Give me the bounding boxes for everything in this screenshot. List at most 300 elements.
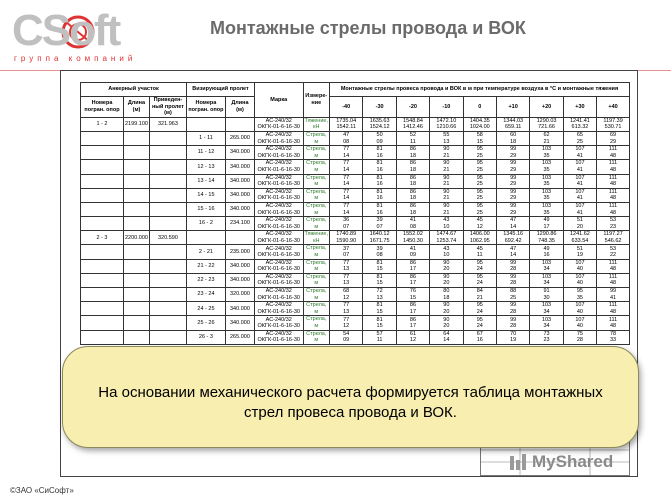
value-cable: 18 [510,138,517,145]
value-cable: 41 [576,181,583,188]
header-anchor: Анкерный участок [81,83,187,97]
cell-reduced-span [149,131,186,145]
value-wire: 107 [575,174,585,181]
value-wire: 99 [510,188,517,195]
value-wire: 86 [409,146,417,153]
value-wire: 86 [409,316,417,323]
cell-value [363,217,396,231]
cell-anchor-length [124,202,150,216]
value-wire: 1740.89 [336,231,357,238]
value-cable: 20 [443,280,450,287]
value-wire: 39 [376,245,383,252]
value-cable: 24 [476,323,483,329]
value-wire: 95 [476,160,483,167]
value-wire: 1406.00 [469,231,490,238]
cell-span-numbers: 24 - 25 [186,302,225,316]
cell-value [463,160,496,174]
cell-reduced-span: 321.963 [149,117,186,131]
cell-span-numbers [186,231,225,245]
table-row [81,273,630,287]
value-cable: 530.71 [604,124,622,131]
cell-value [597,217,630,231]
value-cable: 07 [343,223,350,230]
value-cable: 33 [610,337,617,344]
value-cable: 29 [610,138,617,145]
value-wire: 86 [409,203,417,209]
cell-anchor-length [124,288,150,302]
cell-anchor-length [124,160,150,174]
cell-span-numbers: 2 - 21 [186,245,225,259]
value-wire: 65 [576,132,583,139]
value-cable: 18 [409,209,417,216]
value-wire: 1474.67 [436,231,457,238]
value-cable: 09 [409,252,417,259]
value-wire: 77 [343,273,350,280]
cell-measure: Стрела, м [303,217,329,231]
cell-anchor-length [124,131,150,145]
value-wire: 55 [443,132,450,139]
value-wire: 41 [409,245,417,252]
header-temp-2: -20 [396,97,429,118]
value-wire: 86 [409,259,417,266]
cell-anchor-length [124,217,150,231]
value-cable: 48 [610,280,617,287]
value-wire: 62 [543,132,550,139]
cell-value [463,273,496,287]
value-cable: 12 [409,337,417,344]
value-cable: 25 [476,152,483,159]
cell-span-length: 340.000 [225,146,254,160]
value-cable: 24 [476,266,483,273]
sag-table [80,82,630,345]
table-row [81,231,630,245]
cell-value [463,245,496,259]
value-wire: 111 [608,203,618,209]
cell-marka [254,160,303,174]
cell-marka [254,288,303,302]
value-wire: 61 [409,330,417,337]
value-cable: 20 [576,223,583,230]
cell-value [430,316,463,330]
value-cable: 35 [576,294,583,301]
cell-marka [254,273,303,287]
value-wire: 58 [476,132,483,139]
marka-cable: ОКГК-01-6-16-30 [257,181,300,188]
value-wire: 68 [343,288,350,295]
cell-anchor-numbers [81,245,124,259]
value-wire: 95 [476,146,483,153]
cell-value [330,131,363,145]
cell-value [530,160,563,174]
value-wire: 77 [343,259,350,266]
cell-measure: Стрела, м [303,273,329,287]
cell-value [430,117,463,131]
value-wire: 77 [343,160,350,167]
marka-cable: ОКГК-01-6-16-30 [257,166,300,173]
value-cable: 1450.30 [403,237,423,244]
cell-span-length: 340.000 [225,302,254,316]
value-cable: 20 [443,323,450,329]
value-cable: 08 [409,223,417,230]
cell-value [563,117,596,131]
value-cable: 16 [376,166,383,173]
value-cable: 24 [476,280,483,287]
value-cable: 25 [476,166,483,173]
value-cable: 20 [443,266,450,273]
value-wire: 99 [510,160,517,167]
value-cable: 28 [510,280,517,287]
cell-marka [254,330,303,344]
value-cable: 1024.00 [469,124,490,131]
cell-value [430,302,463,316]
cell-anchor-length [124,273,150,287]
cell-value [330,245,363,259]
value-cable: 16 [476,337,483,344]
header-numbers-2: Номера погран. опор [186,97,225,118]
value-cable: 15 [409,294,417,301]
value-wire: 90 [443,146,450,153]
value-wire: 90 [443,160,450,167]
value-cable: 12 [343,323,350,329]
cell-value [597,273,630,287]
value-cable: 30 [543,294,550,301]
cell-reduced-span [149,188,186,202]
cell-measure: Стрела, м [303,146,329,160]
value-cable: 25 [576,138,583,145]
cell-span-length: 340.000 [225,160,254,174]
marka-cable: ОКГК-01-6-16-30 [257,138,300,145]
cell-measure: Стрела, м [303,188,329,202]
value-wire: 86 [409,174,417,181]
value-wire: 77 [343,146,350,153]
value-cable: 11 [476,252,483,259]
cell-value [463,259,496,273]
cell-span-length [225,117,254,131]
cell-span-length: 340.000 [225,316,254,330]
cell-value [530,330,563,344]
header-temp-0: -40 [330,97,363,118]
value-wire: 103 [541,174,552,181]
cell-value [563,146,596,160]
cell-value [496,302,529,316]
value-cable: 15 [376,308,383,315]
cell-value [463,316,496,330]
header-temp-4: 0 [463,97,496,118]
value-cable: 17 [409,323,417,329]
table-row [81,131,630,145]
cell-reduced-span [149,330,186,344]
value-cable: 21 [443,166,450,173]
value-wire: 37 [343,245,350,252]
cell-measure: Тяжение, кН [304,231,328,244]
cell-value [496,131,529,145]
cell-value [496,202,529,216]
value-wire: 1241.41 [569,117,590,124]
value-cable: 35 [543,152,550,159]
cell-value [496,273,529,287]
cell-marka [254,302,303,316]
header-temp-1: -30 [363,97,396,118]
value-cable: 17 [543,223,550,230]
marka-cable: ОКГК-01-6-16-30 [257,308,300,315]
value-cable: 09 [343,337,350,344]
value-cable: 11 [376,337,383,344]
table-body [81,117,630,344]
cell-value [396,245,429,259]
cell-value [597,245,630,259]
cell-value [330,202,363,216]
value-cable: 29 [510,209,517,216]
value-cable: 29 [510,166,517,173]
cell-value [430,160,463,174]
marka-wire: АС-240/32 [265,117,292,124]
value-wire: 1197.39 [603,117,623,124]
cell-measure: Стрела, м [303,131,329,145]
value-cable: 09 [376,138,383,145]
marka-cable: ОКГК-01-6-16-30 [257,237,300,244]
value-wire: 107 [575,273,585,280]
value-wire: 103 [541,203,552,209]
cell-value [563,245,596,259]
value-cable: 11 [410,138,416,145]
cell-span-length: 234.100 [225,217,254,231]
value-wire: 81 [376,174,383,181]
value-cable: 20 [443,308,450,315]
value-wire: 1290.03 [536,117,557,124]
value-wire: 111 [608,259,618,266]
value-cable: 34 [543,280,550,287]
value-cable: 41 [576,195,583,202]
cell-span-numbers: 13 - 14 [186,174,225,188]
marka-wire: АС-240/32 [265,160,292,167]
value-wire: 64 [443,330,450,337]
cell-value [563,231,596,245]
cell-value [563,217,596,231]
cell-value [496,188,529,202]
cell-marka [254,245,303,259]
table-row [81,259,630,273]
cell-value [530,245,563,259]
cell-anchor-length [124,188,150,202]
value-cable: 1671.75 [369,237,390,244]
cell-value [597,188,630,202]
marka-wire: АС-240/32 [265,217,292,224]
value-cable: 29 [510,152,517,159]
page-title: Монтажные стрелы провода и ВОК [210,18,526,38]
value-wire: 53 [610,217,617,224]
cell-value [363,245,396,259]
cell-measure: Стрела, м [303,245,329,259]
cell-value [330,330,363,344]
cell-value [363,288,396,302]
value-wire: 45 [476,245,483,252]
cell-value [330,231,363,245]
cell-value [496,117,529,131]
value-cable: 10 [443,252,450,259]
cell-reduced-span [149,316,186,330]
cell-value [496,316,529,330]
value-cable: 12 [343,294,350,301]
value-wire: 77 [343,174,350,181]
cell-value [597,288,630,302]
value-cable: 48 [610,266,617,273]
cell-span-length: 340.000 [225,273,254,287]
value-wire: 90 [443,259,450,266]
value-cable: 34 [543,308,550,315]
value-cable: 25 [476,195,483,202]
cell-value [563,316,596,330]
value-wire: 70 [510,330,517,337]
cell-value [363,316,396,330]
value-wire: 95 [476,259,483,266]
cell-value [463,302,496,316]
value-wire: 49 [543,245,550,252]
header-measure: Измере-ние [303,83,329,118]
marka-wire: АС-240/32 [265,231,292,238]
value-cable: 25 [510,294,517,301]
cell-value [396,330,429,344]
value-wire: 51 [576,245,583,252]
cell-anchor-numbers [81,160,124,174]
cell-value [363,302,396,316]
cell-anchor-length [124,302,150,316]
cell-span-length: 340.000 [225,188,254,202]
value-cable: 48 [610,323,617,329]
value-wire: 90 [443,174,450,181]
cell-value [597,316,630,330]
cell-span-length: 340.000 [225,174,254,188]
cell-value [363,188,396,202]
value-cable: 14 [343,209,350,216]
value-cable: 692.42 [504,237,522,244]
value-cable: 613.32 [571,124,589,131]
value-cable: 29 [510,181,517,188]
cell-span-numbers: 11 - 12 [186,146,225,160]
header-temp-3: -10 [430,97,463,118]
cell-value [330,259,363,273]
table-row [81,288,630,302]
marka-wire: АС-240/32 [265,273,292,280]
value-cable: 18 [409,166,417,173]
value-cable: 18 [409,195,417,202]
value-cable: 48 [610,181,617,188]
table-row [81,188,630,202]
value-wire: 69 [610,132,617,139]
value-cable: 748.35 [538,237,555,244]
cell-reduced-span [149,174,186,188]
value-wire: 77 [343,203,350,209]
cell-value [363,202,396,216]
value-cable: 13 [343,266,350,273]
cell-value [597,146,630,160]
cell-value [597,131,630,145]
value-wire: 90 [443,273,450,280]
value-cable: 40 [576,266,583,273]
value-wire: 86 [409,273,417,280]
cell-marka [254,217,303,231]
table-row [81,146,630,160]
marka-wire: АС-240/32 [265,132,292,139]
value-wire: 99 [510,174,517,181]
value-wire: 1197.27 [603,231,623,238]
cell-value [530,231,563,245]
cell-value [563,160,596,174]
value-wire: 45 [476,217,483,224]
value-wire: 1241.62 [569,231,590,238]
cell-value [430,217,463,231]
value-wire: 90 [443,316,450,323]
cell-anchor-numbers [81,131,124,145]
cell-anchor-numbers [81,288,124,302]
value-wire: 103 [541,302,552,309]
value-cable: 28 [576,337,583,344]
value-wire: 81 [376,160,383,167]
value-cable: 19 [510,337,517,344]
header-temp-7: +30 [563,97,596,118]
value-cable: 21 [443,195,450,202]
cell-measure: Стрела, м [303,288,329,302]
cell-span-numbers: 22 - 23 [186,273,225,287]
value-cable: 28 [510,308,517,315]
cell-reduced-span [149,160,186,174]
cell-marka [254,259,303,273]
value-wire: 80 [443,288,450,295]
value-cable: 23 [543,337,550,344]
cell-value [530,259,563,273]
value-wire: 1548.84 [403,117,423,124]
value-cable: 40 [576,280,583,287]
cell-value [396,288,429,302]
cell-anchor-length [124,259,150,273]
marka-cable: ОКГК-01-6-16-30 [257,323,300,329]
table-row [81,174,630,188]
cell-value [330,273,363,287]
cell-value [530,288,563,302]
marka-wire: АС-240/32 [265,259,292,266]
value-wire: 99 [510,146,517,153]
value-wire: 111 [608,188,618,195]
value-wire: 43 [443,217,450,224]
value-cable: 18 [409,152,417,159]
value-cable: 1524.12 [369,124,390,131]
cell-value [430,202,463,216]
value-wire: 75 [576,330,583,337]
cell-span-numbers: 23 - 24 [186,288,225,302]
cell-span-numbers: 14 - 15 [186,188,225,202]
value-cable: 35 [543,181,550,188]
cell-value [496,231,529,245]
cell-value [563,174,596,188]
value-wire: 53 [610,245,617,252]
cell-value [430,330,463,344]
value-cable: 25 [476,181,483,188]
value-wire: 103 [541,160,552,167]
value-wire: 57 [376,330,383,337]
cell-value [496,259,529,273]
value-wire: 95 [476,316,483,323]
cell-measure: Стрела, м [303,330,329,344]
marka-cable: ОКГК-01-6-16-30 [257,209,300,216]
cell-value [597,330,630,344]
value-cable: 17 [409,280,417,287]
cell-value [396,160,429,174]
marka-wire: АС-240/32 [265,174,292,181]
cell-value [363,131,396,145]
value-wire: 103 [541,273,552,280]
marka-cable: ОКГК-01-6-16-30 [257,337,300,344]
cell-span-numbers: 1 - 11 [186,131,225,145]
cell-value [463,131,496,145]
